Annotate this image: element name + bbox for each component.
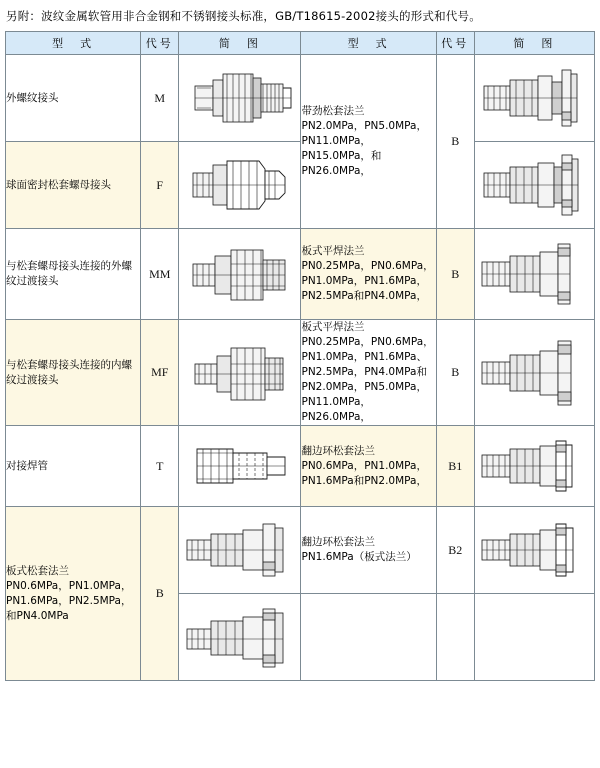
left-row-0-label: 外螺纹接头 — [6, 55, 141, 142]
right-row-0-label: 带劲松套法兰 PN2.0MPa，PN5.0MPa，PN11.0MPa，PN15.0MPa，和PN26.0MPa， — [301, 55, 436, 229]
left-row-1-code: F — [141, 142, 179, 229]
right-row-2-figure — [474, 320, 594, 426]
table-row — [6, 229, 595, 320]
header-type-left: 型 式 — [6, 32, 141, 55]
left-row-2-figure — [179, 229, 301, 320]
left-row-5-code: B — [141, 507, 179, 681]
right-row-4-label: 翻边环松套法兰 PN1.6MPa（板式法兰） — [301, 507, 436, 594]
page-caption: 另附：波纹金属软管用非合金钢和不锈钢接头标准，GB/T18615-2002接头的形式和代号。 — [6, 9, 481, 23]
right-row-1-figure — [474, 229, 594, 320]
table-row — [6, 320, 595, 426]
table-row — [6, 142, 595, 229]
header-figure-left: 简 图 — [179, 32, 301, 55]
right-row-3-label: 翻边环松套法兰 PN0.6MPa，PN1.0MPa，PN1.6MPa和PN2.0MPa， — [301, 426, 436, 507]
left-row-5-label: 板式松套法兰 PN0.6MPa，PN1.0MPa，PN1.6MPa，PN2.5MPa，和PN4.0MPa — [6, 507, 141, 681]
right-row-2-code: B — [436, 320, 474, 426]
header-figure-right: 简 图 — [474, 32, 594, 55]
right-row-4-figure — [474, 507, 594, 594]
right-row-4-code: B2 — [436, 507, 474, 594]
right-row-2-label: 板式平焊法兰 PN0.25MPa，PN0.6MPa，PN1.0MPa，PN1.6MPa、PN2.5MPa，PN4.0MPa和PN2.0MPa，PN5.0MPa，PN11.0MPa，PN26.0MPa， — [301, 320, 436, 426]
left-row-4-label: 对接焊管 — [6, 426, 141, 507]
right-row-1-code: B — [436, 229, 474, 320]
table-row — [6, 55, 595, 142]
left-row-5-figure-b — [179, 594, 301, 681]
left-row-3-label: 与松套螺母接头连接的内螺纹过渡接头 — [6, 320, 141, 426]
table-row — [6, 426, 595, 507]
left-row-0-figure — [179, 55, 301, 142]
left-row-4-figure — [179, 426, 301, 507]
right-row-3-code: B1 — [436, 426, 474, 507]
left-row-0-code: M — [141, 55, 179, 142]
right-row-0-figure-b — [474, 142, 594, 229]
left-row-2-label: 与松套螺母接头连接的外螺纹过渡接头 — [6, 229, 141, 320]
left-row-5-figure-a — [179, 507, 301, 594]
header-code-right: 代号 — [436, 32, 474, 55]
right-row-0-code: B — [436, 55, 474, 229]
left-row-1-figure — [179, 142, 301, 229]
left-row-2-code: MM — [141, 229, 179, 320]
right-filler-code — [436, 594, 474, 681]
left-row-4-code: T — [141, 426, 179, 507]
right-filler-label — [301, 594, 436, 681]
header-type-right: 型 式 — [301, 32, 436, 55]
right-row-3-figure — [474, 426, 594, 507]
right-filler-figure — [474, 594, 594, 681]
fitting-standard-table — [5, 31, 595, 681]
left-row-3-figure — [179, 320, 301, 426]
table-row — [6, 507, 595, 594]
header-code-left: 代号 — [141, 32, 179, 55]
left-row-1-label: 球面密封松套螺母接头 — [6, 142, 141, 229]
right-row-1-label: 板式平焊法兰 PN0.25MPa，PN0.6MPa，PN1.0MPa，PN1.6MPa，PN2.5MPa和PN4.0MPa， — [301, 229, 436, 320]
table-header-row — [6, 32, 595, 55]
left-row-3-code: MF — [141, 320, 179, 426]
right-row-0-figure-a — [474, 55, 594, 142]
